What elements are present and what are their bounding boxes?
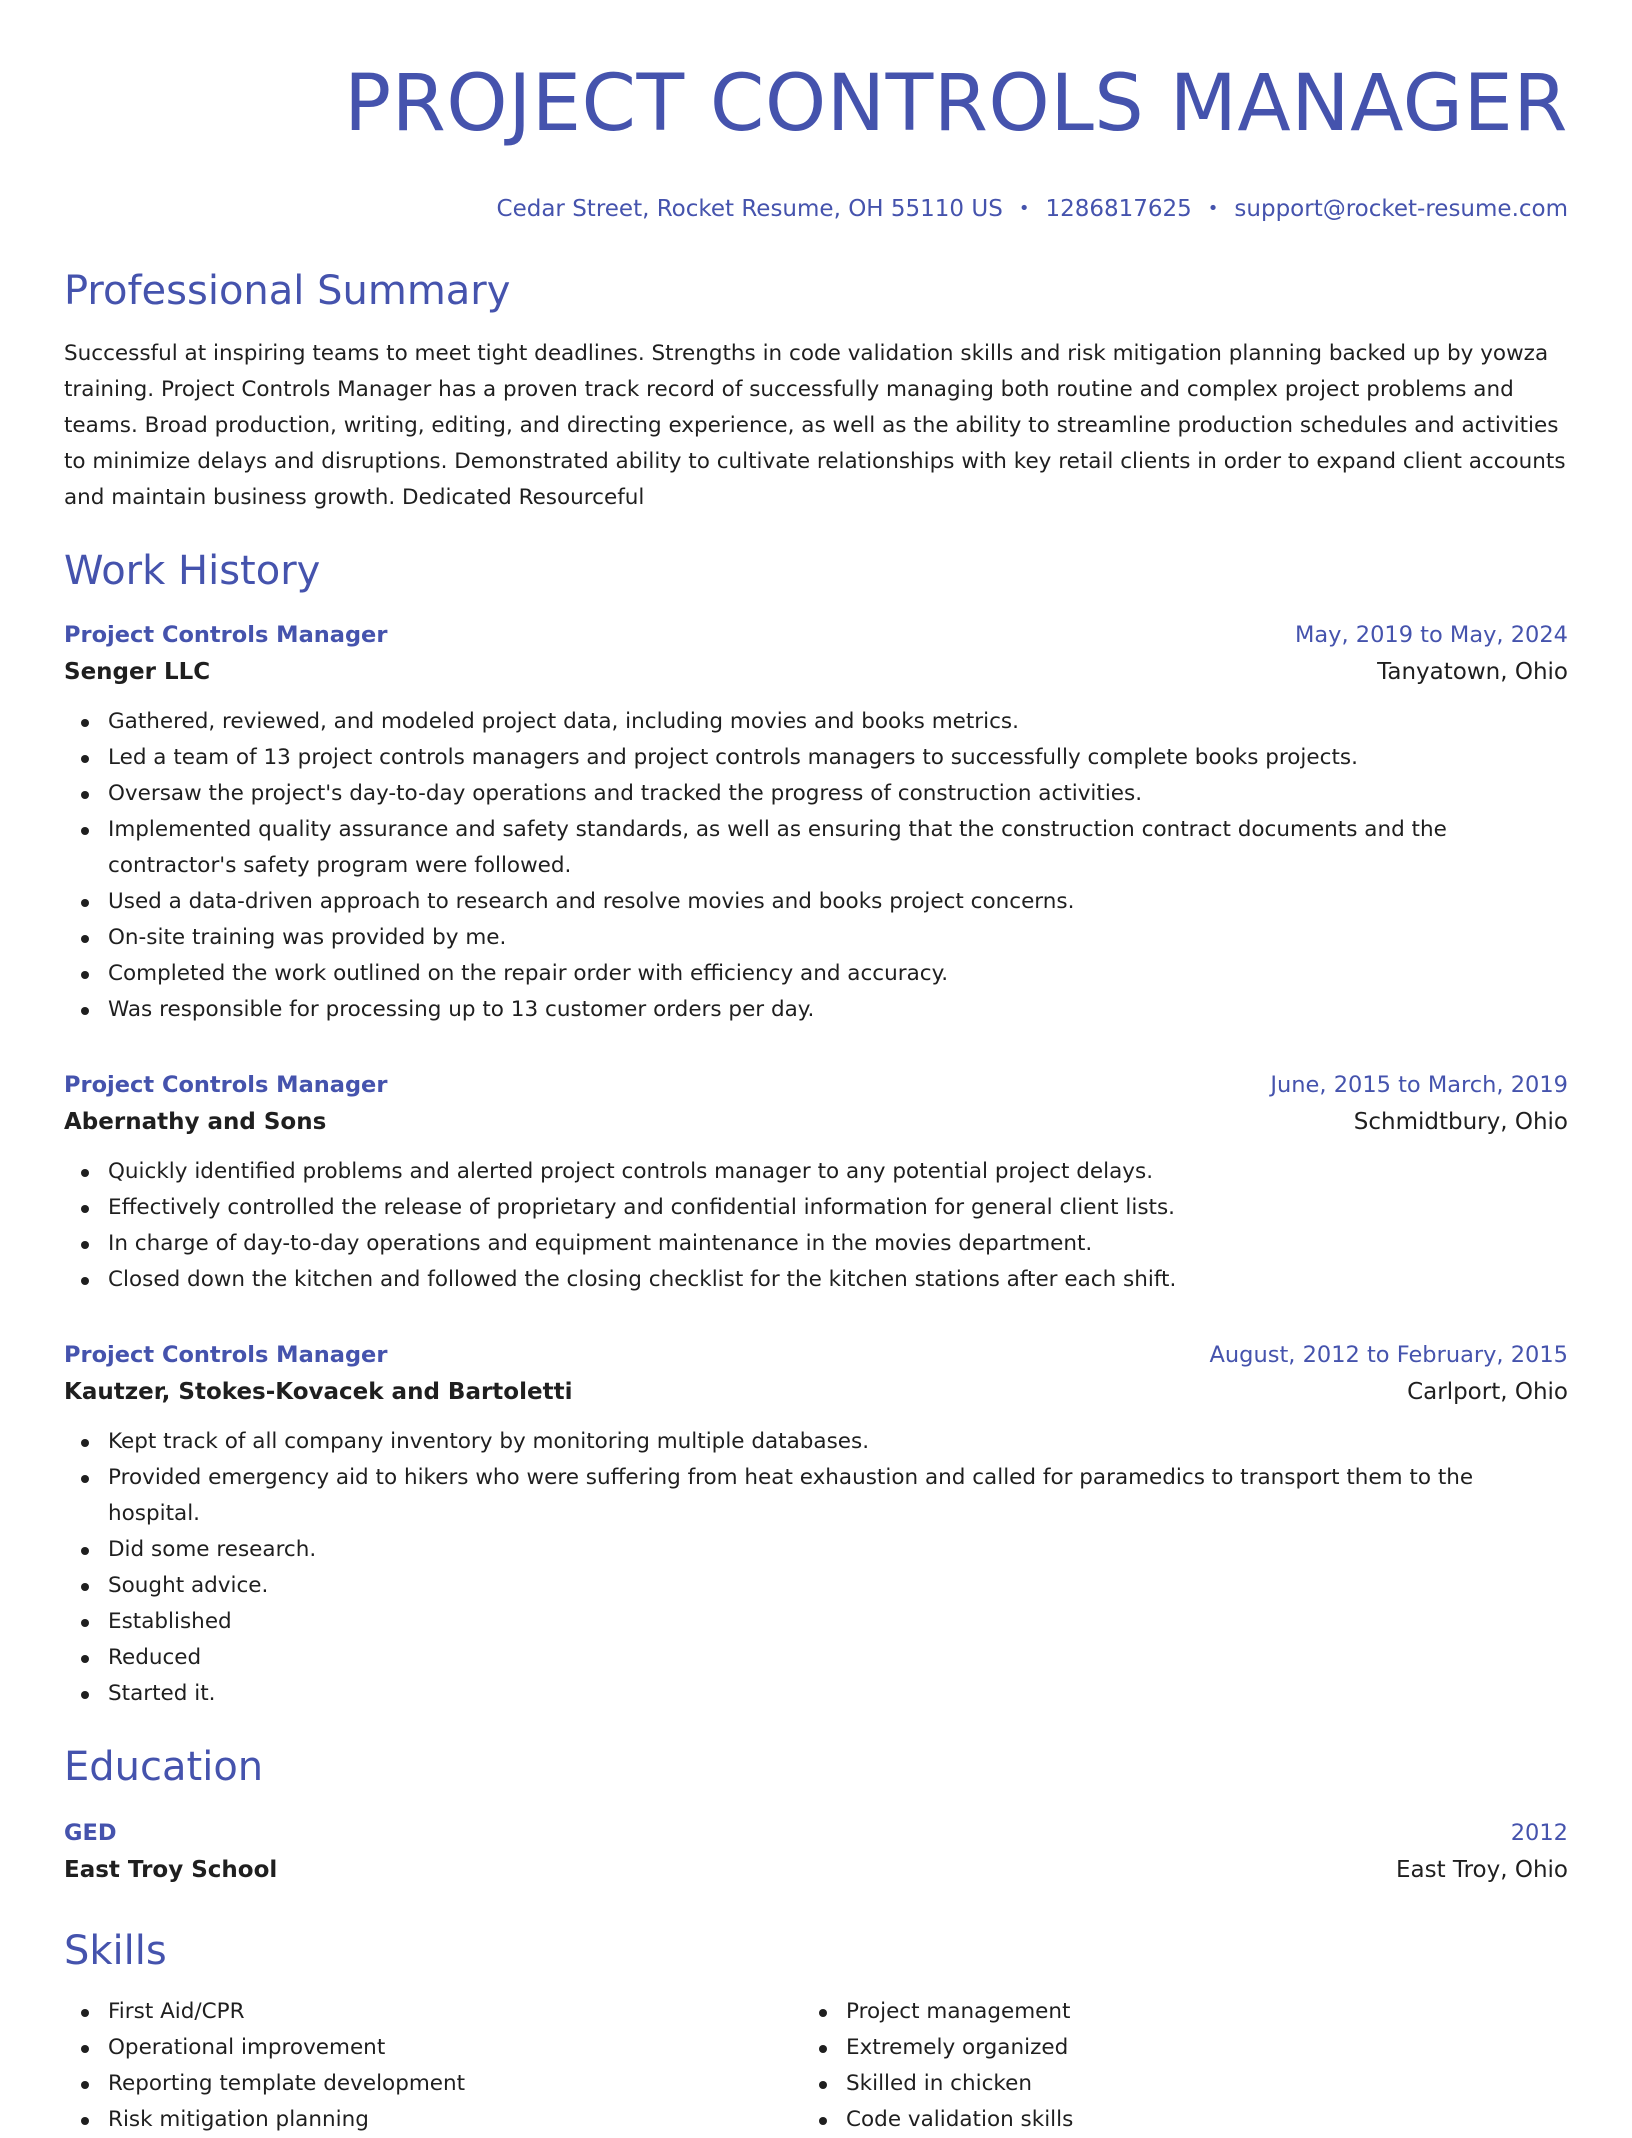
contact-email: support@rocket-resume.com bbox=[1234, 196, 1568, 222]
education-heading: Education bbox=[64, 1744, 264, 1790]
skills-grid bbox=[64, 1994, 1568, 2138]
skills-heading: Skills bbox=[64, 1928, 167, 1974]
job-bullet-list bbox=[64, 1424, 1568, 1712]
skill-item: Skilled in chicken bbox=[802, 2066, 1540, 2102]
skill-item: Reporting template development bbox=[64, 2066, 802, 2102]
job-title-row bbox=[64, 1068, 1568, 1102]
contact-separator: • bbox=[1207, 198, 1219, 219]
job-dates: June, 2015 to March, 2019 bbox=[1270, 1072, 1568, 1098]
education-location: East Troy, Ohio bbox=[1395, 1857, 1568, 1883]
job-bullet: Started it. bbox=[64, 1676, 1568, 1712]
skills-list-left bbox=[64, 1994, 802, 2138]
job-location: Carlport, Ohio bbox=[1407, 1379, 1568, 1405]
contact-address: Cedar Street, Rocket Resume, OH 55110 US bbox=[496, 196, 1003, 222]
job-bullet: Provided emergency aid to hikers who were suffering from heat exhaustion and called for paramedics to transport them to the hospital. bbox=[64, 1460, 1568, 1532]
job-bullet: On-site training was provided by me. bbox=[64, 920, 1568, 956]
skill-item: Code validation skills bbox=[802, 2102, 1540, 2138]
job-bullet-list bbox=[64, 704, 1568, 1028]
education-year: 2012 bbox=[1510, 1820, 1568, 1846]
summary-text: Successful at inspiring teams to meet tight deadlines. Strengths in code validation skills and risk mitigation planning backed up by yowza training. Project Controls Manager has a proven track record of successfully managing both routine and complex project problems and teams. Broad production, writing, editing, and directing experience, as well as the ability to streamline production schedules and activities to minimize delays and disruptions. Demonstrated ability to cultivate relationships with key retail clients in order to expand client accounts and maintain business growth. Dedicated Resourceful bbox=[64, 341, 1566, 510]
contact-phone: 1286817625 bbox=[1045, 196, 1192, 222]
job-company-row bbox=[64, 652, 1568, 692]
skill-item: Extremely organized bbox=[802, 2030, 1540, 2066]
education-school-row bbox=[64, 1850, 1568, 1890]
education-degree: GED bbox=[64, 1820, 117, 1846]
contact-line bbox=[64, 194, 1568, 224]
summary-heading: Professional Summary bbox=[64, 268, 511, 314]
skills-list-right bbox=[802, 1994, 1540, 2138]
job-title: Project Controls Manager bbox=[64, 1072, 388, 1098]
education-degree-row bbox=[64, 1816, 1568, 1850]
job-bullet: Effectively controlled the release of proprietary and confidential information for general client lists. bbox=[64, 1190, 1568, 1226]
job-entry bbox=[64, 1338, 1568, 1712]
job-location: Tanyatown, Ohio bbox=[1377, 659, 1568, 685]
job-company: Kautzer, Stokes-Kovacek and Bartoletti bbox=[64, 1379, 573, 1405]
education-entry bbox=[64, 1816, 1568, 1890]
job-title: Project Controls Manager bbox=[64, 622, 388, 648]
job-bullet: Implemented quality assurance and safety standards, as well as ensuring that the construction contract documents and the contractor's safety program were followed. bbox=[64, 812, 1568, 884]
job-bullet: Sought advice. bbox=[64, 1568, 1568, 1604]
job-bullet: Oversaw the project's day-to-day operations and tracked the progress of construction activities. bbox=[64, 776, 1568, 812]
job-bullet: Completed the work outlined on the repair order with efficiency and accuracy. bbox=[64, 956, 1568, 992]
job-bullet-list bbox=[64, 1154, 1568, 1298]
job-bullet: In charge of day-to-day operations and equipment maintenance in the movies department. bbox=[64, 1226, 1568, 1262]
skill-item: Operational improvement bbox=[64, 2030, 802, 2066]
job-bullet: Used a data-driven approach to research and resolve movies and books project concerns. bbox=[64, 884, 1568, 920]
job-entry bbox=[64, 618, 1568, 1028]
skill-item: Risk mitigation planning bbox=[64, 2102, 802, 2138]
skill-item: Project management bbox=[802, 1994, 1540, 2030]
job-company-row bbox=[64, 1102, 1568, 1142]
job-bullet: Quickly identified problems and alerted project controls manager to any potential project delays. bbox=[64, 1154, 1568, 1190]
resume-header bbox=[64, 56, 1568, 224]
job-bullet: Established bbox=[64, 1604, 1568, 1640]
job-entry bbox=[64, 1068, 1568, 1298]
candidate-title: PROJECT CONTROLS MANAGER bbox=[344, 59, 1568, 149]
skill-item: First Aid/CPR bbox=[64, 1994, 802, 2030]
job-bullet: Reduced bbox=[64, 1640, 1568, 1676]
job-dates: May, 2019 to May, 2024 bbox=[1294, 622, 1568, 648]
job-bullet: Closed down the kitchen and followed the closing checklist for the kitchen stations after each shift. bbox=[64, 1262, 1568, 1298]
work-history-heading: Work History bbox=[64, 548, 321, 594]
job-bullet: Led a team of 13 project controls managers and project controls managers to successfully complete books projects. bbox=[64, 740, 1568, 776]
job-title-row bbox=[64, 1338, 1568, 1372]
job-dates: August, 2012 to February, 2015 bbox=[1209, 1342, 1568, 1368]
job-bullet: Kept track of all company inventory by monitoring multiple databases. bbox=[64, 1424, 1568, 1460]
education-school: East Troy School bbox=[64, 1857, 278, 1883]
job-company-row bbox=[64, 1372, 1568, 1412]
contact-separator: • bbox=[1018, 198, 1030, 219]
job-bullet: Did some research. bbox=[64, 1532, 1568, 1568]
job-bullet: Gathered, reviewed, and modeled project data, including movies and books metrics. bbox=[64, 704, 1568, 740]
job-title: Project Controls Manager bbox=[64, 1342, 388, 1368]
job-bullet: Was responsible for processing up to 13 customer orders per day. bbox=[64, 992, 1568, 1028]
job-title-row bbox=[64, 618, 1568, 652]
job-location: Schmidtbury, Ohio bbox=[1353, 1109, 1568, 1135]
job-company: Senger LLC bbox=[64, 659, 211, 685]
job-company: Abernathy and Sons bbox=[64, 1109, 327, 1135]
